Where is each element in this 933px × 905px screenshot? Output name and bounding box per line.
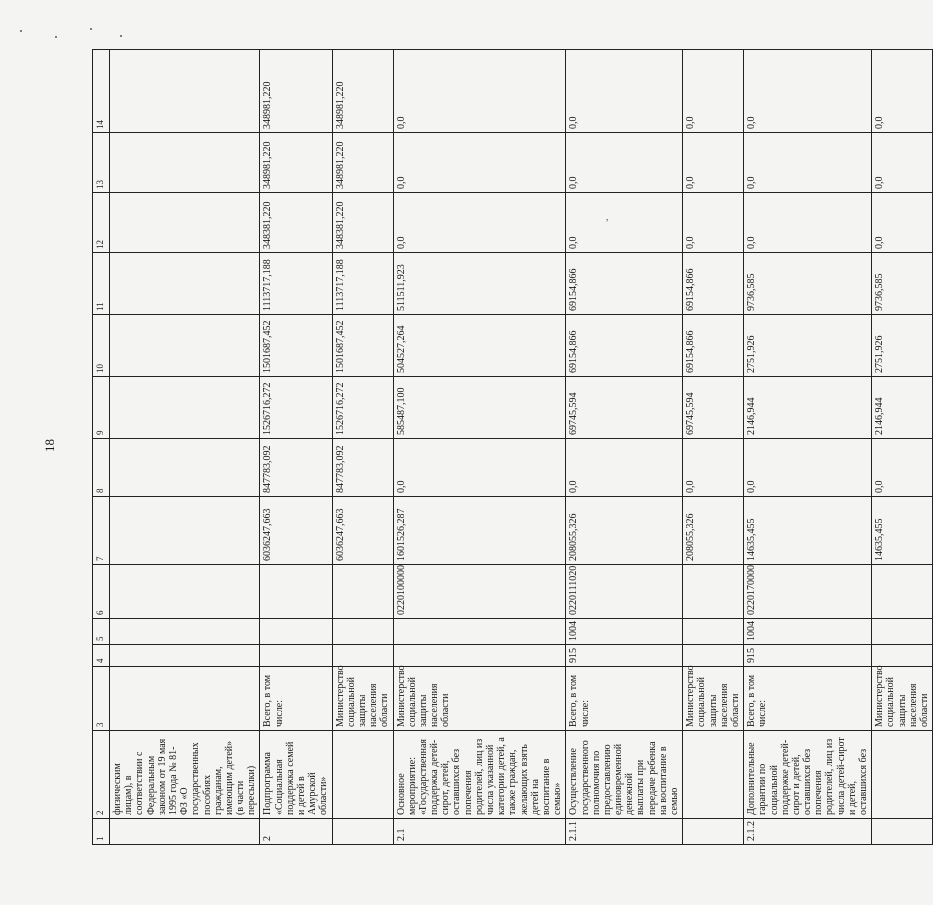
table-cell: 0220100000 — [393, 565, 566, 619]
header-row — [93, 50, 110, 845]
table-cell: 69154,866 — [683, 253, 744, 315]
table-cell: 0220170000 — [744, 565, 872, 619]
table-cell — [872, 645, 933, 667]
table-cell — [872, 819, 933, 845]
table-cell: 847783,092 — [260, 439, 332, 497]
table-cell: 0220111020 — [566, 565, 683, 619]
table-cell — [683, 619, 744, 645]
column-header: 1 — [93, 819, 110, 845]
table-cell: Министерство социальной защиты населения области — [332, 667, 393, 731]
table-cell — [260, 619, 332, 645]
table-row — [683, 50, 744, 845]
table-cell — [110, 253, 260, 315]
table-cell — [110, 377, 260, 439]
table-cell: 915 — [566, 645, 683, 667]
table-cell: 348381,220 — [260, 193, 332, 253]
table-cell: физическим лицам), в соответствии с Федеральным законом от 19 мая 1995 года № 81-ФЗ «О государственных пособиях гражданам, имеющим детей» (в части пересылки) — [110, 731, 260, 819]
table-cell — [872, 731, 933, 819]
table-cell — [110, 193, 260, 253]
table-cell — [110, 667, 260, 731]
table-cell — [110, 133, 260, 193]
column-header: 12 — [93, 193, 110, 253]
rotated-table-container — [92, 50, 930, 845]
column-header: 7 — [93, 497, 110, 565]
column-header: 11 — [93, 253, 110, 315]
table-cell — [393, 619, 566, 645]
table-row — [260, 50, 332, 845]
table-cell — [332, 565, 393, 619]
scan-speck — [90, 28, 92, 30]
table-cell: Всего, в том числе: — [744, 667, 872, 731]
table-cell: 9736,585 — [744, 253, 872, 315]
column-header: 2 — [93, 731, 110, 819]
table-cell: 1601526,287 — [393, 497, 566, 565]
column-header: 5 — [93, 619, 110, 645]
table-cell — [393, 645, 566, 667]
table-cell — [872, 619, 933, 645]
table-row — [393, 50, 566, 845]
table-cell: Подпрограмма «Социальная поддержка семей и детей в Амурской области» — [260, 731, 332, 819]
table-cell: 0,0 — [872, 439, 933, 497]
table-cell: 1004 — [744, 619, 872, 645]
table-cell: Министерство социальной защиты населения области — [683, 667, 744, 731]
table-cell: 0,0 — [744, 439, 872, 497]
table-cell — [683, 565, 744, 619]
table-cell: Дополнительные гарантии по социальной поддержке детей-сирот и детей, оставшихся без попечения родителей, лиц из числа детей-сирот и детей, оставшихся без — [744, 731, 872, 819]
table-cell: 14635,455 — [744, 497, 872, 565]
table-cell: 69745,594 — [566, 377, 683, 439]
table-cell: 2751,926 — [872, 315, 933, 377]
scan-speck — [120, 35, 122, 37]
table-cell — [110, 619, 260, 645]
table-cell — [110, 819, 260, 845]
column-header: 10 — [93, 315, 110, 377]
table-cell: 0,0 — [393, 50, 566, 133]
column-header: 14 — [93, 50, 110, 133]
table-cell: 14635,455 — [872, 497, 933, 565]
table-cell: 1501687,452 — [332, 315, 393, 377]
table-cell: 0,0 — [683, 439, 744, 497]
table-cell — [683, 731, 744, 819]
scan-speck — [55, 36, 57, 38]
table-cell: 9736,585 — [872, 253, 933, 315]
margin-mark: , — [606, 212, 609, 223]
table-cell: 1526716,272 — [260, 377, 332, 439]
table-cell: 0,0 — [744, 133, 872, 193]
column-header: 9 — [93, 377, 110, 439]
table-cell — [110, 645, 260, 667]
table-cell: 1526716,272 — [332, 377, 393, 439]
table-cell: 0,0 — [566, 439, 683, 497]
table-cell: Министерство социальной защиты населения области — [393, 667, 566, 731]
table-cell — [260, 645, 332, 667]
table-cell: 585487,100 — [393, 377, 566, 439]
table-cell — [110, 497, 260, 565]
table-cell: 504527,264 — [393, 315, 566, 377]
table-cell: 2146,944 — [872, 377, 933, 439]
scan-speck — [20, 30, 22, 32]
table-cell: Всего, в том числе: — [260, 667, 332, 731]
table-cell: 0,0 — [872, 193, 933, 253]
page-number: 18 — [42, 439, 57, 452]
table-cell: 0,0 — [744, 50, 872, 133]
table-cell: Всего, в том числе: — [566, 667, 683, 731]
table-cell: 0,0 — [744, 193, 872, 253]
table-cell — [110, 439, 260, 497]
table-cell — [683, 645, 744, 667]
table-cell: 1501687,452 — [260, 315, 332, 377]
table-cell: Министерство социальной защиты населения области — [872, 667, 933, 731]
table-cell — [332, 619, 393, 645]
column-header: 13 — [93, 133, 110, 193]
table-cell — [332, 645, 393, 667]
table-cell: 0,0 — [683, 193, 744, 253]
table-cell: 348981,220 — [332, 50, 393, 133]
table-cell: 208055,326 — [683, 497, 744, 565]
table-cell — [332, 731, 393, 819]
table-cell: 0,0 — [683, 50, 744, 133]
table-row — [566, 50, 683, 845]
table-cell: 348981,220 — [332, 133, 393, 193]
table-cell — [110, 565, 260, 619]
column-header: 3 — [93, 667, 110, 731]
table-cell: 2.1.2 — [744, 819, 872, 845]
table-row — [332, 50, 393, 845]
table-cell — [110, 50, 260, 133]
table-body — [110, 50, 933, 845]
table-cell: 1113717,188 — [260, 253, 332, 315]
table-cell: 511511,923 — [393, 253, 566, 315]
table-cell: 0,0 — [872, 50, 933, 133]
table-cell: 2146,944 — [744, 377, 872, 439]
table-cell — [683, 819, 744, 845]
table-cell: 69154,866 — [566, 315, 683, 377]
table-cell: 6036247,663 — [260, 497, 332, 565]
table-row — [110, 50, 260, 845]
table-cell: 0,0 — [872, 133, 933, 193]
table-cell: 208055,326 — [566, 497, 683, 565]
table-cell: Основное мероприятие: «Государственная поддержка детей-сирот, детей, оставшихся без попечения родителей, лиц из числа указанной категории детей, а также граждан, желающих взять детей на воспитание в семью» — [393, 731, 566, 819]
table-cell: 69745,594 — [683, 377, 744, 439]
table-cell: 1004 — [566, 619, 683, 645]
budget-table — [92, 49, 933, 845]
table-cell: 2 — [260, 819, 332, 845]
table-cell — [872, 565, 933, 619]
table-cell: 0,0 — [393, 193, 566, 253]
column-header: 6 — [93, 565, 110, 619]
table-cell: 6036247,663 — [332, 497, 393, 565]
table-cell: 0,0 — [393, 439, 566, 497]
table-cell: 2.1.1 — [566, 819, 683, 845]
table-cell: 915 — [744, 645, 872, 667]
table-cell: 69154,866 — [683, 315, 744, 377]
table-row — [872, 50, 933, 845]
table-cell: 348981,220 — [260, 50, 332, 133]
table-cell: 0,0 — [566, 50, 683, 133]
table-row — [744, 50, 872, 845]
table-cell: 847783,092 — [332, 439, 393, 497]
column-header: 8 — [93, 439, 110, 497]
table-cell: 0,0 — [566, 133, 683, 193]
table-cell: 0,0 — [683, 133, 744, 193]
table-cell: 348381,220 — [332, 193, 393, 253]
table-cell — [260, 565, 332, 619]
table-cell: 69154,866 — [566, 253, 683, 315]
table-cell — [332, 819, 393, 845]
table-cell: 348981,220 — [260, 133, 332, 193]
table-cell: 1113717,188 — [332, 253, 393, 315]
table-cell: Осуществление государственного полномочия по предоставлению единовременной денежной выплаты при передаче ребенка на воспитание в семью — [566, 731, 683, 819]
table-cell: 2751,926 — [744, 315, 872, 377]
table-cell: 0,0 — [566, 193, 683, 253]
table-cell: 2.1 — [393, 819, 566, 845]
table-cell — [110, 315, 260, 377]
column-header: 4 — [93, 645, 110, 667]
table-cell: 0,0 — [393, 133, 566, 193]
